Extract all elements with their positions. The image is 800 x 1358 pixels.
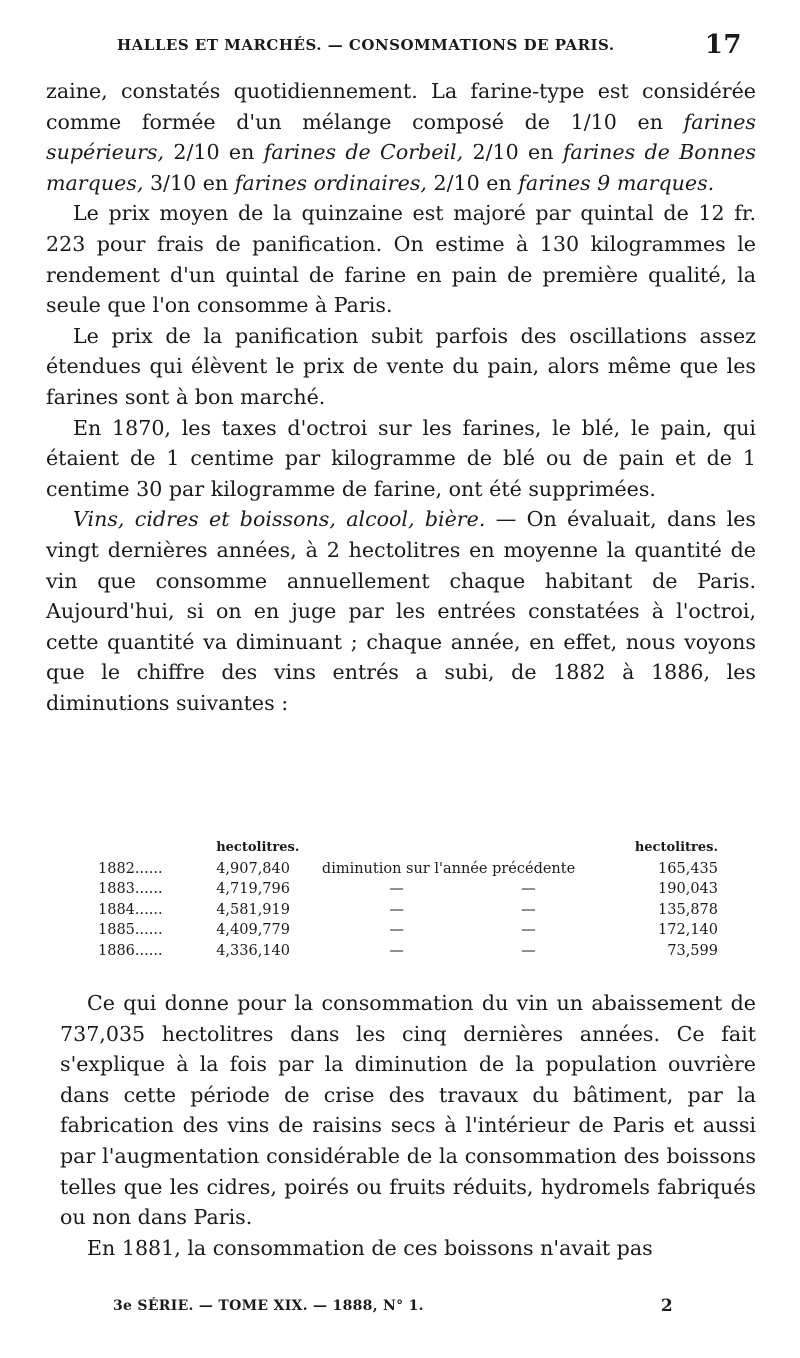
body-text-bottom [60, 988, 756, 1263]
series-label: 3e SÉRIE. — TOME XIX. — 1888, N° 1. [113, 1298, 424, 1314]
ditto-mark: — [389, 922, 404, 939]
ditto-mark: — [389, 942, 404, 959]
ditto-mark: — [389, 881, 404, 898]
paragraph-panification: Le prix de la panification subit parfois des oscillations assez étendues qui élèvent le prix de vente du pain, alors même que les farines sont à bon marché. [46, 323, 756, 409]
paragraph-farine-type: zaine, constatés quotidiennement. La farine-type est considérée comme formée d'un mélange composé de 1/10 en farines supérieurs, 2/10 en farines de Corbeil, 2/10 en farines de Bonnes marques, 3/10 en farines ordinaires, 2/10 en farines 9 marques. [46, 79, 756, 195]
table-row: 1884...... 4,581,919 — — 135,878 [98, 900, 718, 921]
ditto-mark: — [521, 922, 536, 939]
section-heading-vins: Vins, cidres et boissons, alcool, bière. [73, 507, 486, 532]
paragraph-octroi-1870: En 1870, les taxes d'octroi sur les farines, le blé, le pain, qui étaient de 1 centime par kilogramme de blé ou de pain et de 1 centime 30 par kilogramme de farine, ont été supprimées. [46, 415, 756, 501]
ditto-mark: — [521, 942, 536, 959]
table-row: 1886...... 4,336,140 — — 73,599 [98, 941, 718, 962]
signature-mark: 2 [660, 1296, 673, 1316]
unit-label-right: hectolitres. [634, 840, 718, 855]
ditto-mark: — [521, 901, 536, 918]
table-row: 1882...... 4,907,840 diminution sur l'année précédente 165,435 [98, 859, 718, 880]
body-text-top [46, 76, 756, 718]
wine-consumption-table [98, 838, 718, 962]
paragraph-prix-moyen: Le prix moyen de la quinzaine est majoré par quintal de 12 fr. 223 pour frais de panification. On estime à 130 kilogrammes le rendement d'un quintal de farine en pain de première qualité, la seule que l'on consomme à Paris. [46, 201, 756, 318]
paragraph-1881: En 1881, la consommation de ces boissons n'avait pas [87, 1235, 653, 1260]
running-title: HALLES ET MARCHÉS. — CONSOMMATIONS DE PARIS. [117, 36, 615, 54]
table-header-row [98, 838, 718, 859]
paragraph-vins: Vins, cidres et boissons, alcool, bière. — On évaluait, dans les vingt dernières années, à 2 hectolitres en moyenne la quantité de vin que consomme annuellement chaque habitant de Paris. Aujourd'hui, si on en juge par les entrées constatées à l'octroi, cette quantité va diminuant ; chaque année, en effet, nous voyons que le chiffre des vins entrés a subi, de 1882 à 1886, les diminutions suivantes : [46, 507, 756, 715]
unit-label-left: hectolitres. [216, 840, 300, 855]
page-footer [113, 1298, 673, 1314]
row-description: diminution sur l'année précédente [321, 860, 576, 877]
paragraph-abaissement: Ce qui donne pour la consommation du vin un abaissement de 737,035 hectolitres dans les cinq dernières années. Ce fait s'explique à la fois par la diminution de la population ouvrière dans cette période de crise des travaux du bâtiment, par la fabrication des vins de raisins secs à l'intérieur de Paris et aussi par l'augmentation considérable de la consommation des boissons telles que les cidres, poirés ou fruits réduits, hydromels fabriqués ou non dans Paris. [60, 991, 756, 1230]
page-number: 17 [704, 30, 742, 60]
ditto-mark: — [521, 881, 536, 898]
table-row: 1883...... 4,719,796 — — 190,043 [98, 879, 718, 900]
running-head [117, 30, 742, 60]
table-row: 1885...... 4,409,779 — — 172,140 [98, 920, 718, 941]
ditto-mark: — [389, 901, 404, 918]
